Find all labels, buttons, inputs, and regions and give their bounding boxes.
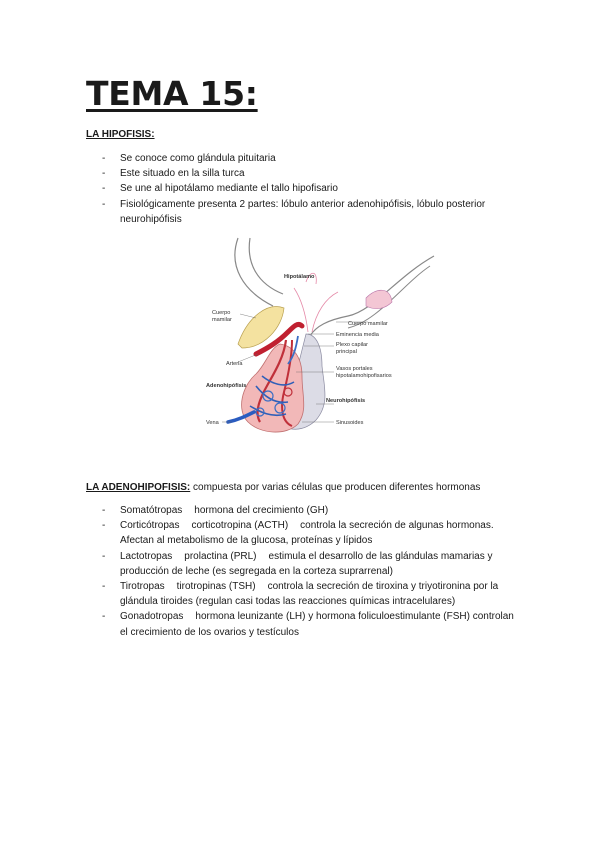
label-sinusoides: Sinusoides: [336, 420, 364, 426]
hormone-text: hormona del crecimiento (GH): [194, 505, 329, 516]
list-item: - Se conoce como glándula pituitaria: [86, 151, 506, 166]
cell-type: Corticótropas: [120, 520, 180, 532]
list-item: - Se une al hipotálamo mediante el tallo hipofisario: [86, 181, 506, 196]
cell-type: Lactotropas: [120, 550, 173, 562]
function-text: controla la secreción de tiroxina y triyotironina por la glándula tiroides (regulan casi todas las reacciones químicas intracelulares): [120, 581, 499, 608]
list-item: [86, 579, 516, 609]
hipofisis-list: [86, 151, 506, 227]
label-vasos-1: Vasos portales: [336, 366, 373, 372]
hormone-text: corticotropina (ACTH): [191, 520, 289, 532]
label-hipotalamo: Hipotálamo: [284, 274, 315, 280]
neural-fiber: [312, 292, 338, 332]
cell-type: Gonadotropas: [120, 611, 184, 623]
label-neurohipofisis: Neurohipófisis: [326, 398, 366, 404]
cell-type: Tirotropas: [120, 581, 165, 593]
label-cuerpo-mamilar-left-1: Cuerpo: [212, 310, 231, 316]
hormone-text: prolactina (PRL): [184, 550, 257, 562]
list-item: [86, 518, 516, 548]
intro-text: compuesta por varias células que producen diferentes hormonas: [190, 482, 481, 493]
label-plexo-2: principal: [336, 349, 357, 355]
adenohipofisis-intro: [86, 482, 480, 493]
label-eminencia-media: Eminencia media: [336, 332, 379, 338]
mammillary-body-right: [366, 290, 392, 308]
hormone-text: hormona leunizante (LH) y hormona foliculoestimulante (FSH) controlan el crecimiento de los ovarios y testículos: [120, 611, 514, 638]
adenohypophysis: [242, 344, 304, 432]
list-item: - Fisiológicamente presenta 2 partes: lóbulo anterior adenohipófisis, lóbulo posterior neurohipófisis: [86, 197, 506, 227]
section-heading-adenohipofisis: LA ADENOHIPOFISIS:: [86, 482, 191, 493]
hypothalamus-outline-left: [235, 238, 273, 306]
label-cuerpo-mamilar-left-2: mamilar: [212, 317, 232, 323]
label-plexo-1: Plexo capilar: [336, 342, 369, 348]
label-adenohipofisis: Adenohipófisis: [206, 383, 247, 389]
pituitary-diagram: [198, 236, 438, 442]
list-item: [86, 549, 516, 579]
label-arteria: Arteria: [226, 361, 243, 367]
hormone-text: tirotropinas (TSH): [176, 581, 256, 593]
cell-type: Somatótropas: [120, 505, 183, 516]
list-item: [86, 609, 516, 639]
function-text: controla la secreción de algunas hormonas. Afectan al metabolismo de la glucosa, proteínas y lípidos: [120, 520, 494, 547]
page-title: TEMA 15:: [86, 74, 258, 113]
adenohipofisis-list: [86, 503, 516, 640]
hypothalamus-outline-left-inner: [249, 238, 283, 294]
section-heading-hipofisis: LA HIPOFISIS:: [86, 129, 155, 140]
label-vasos-2: hipotalamohipofisarios: [336, 373, 392, 379]
list-item: [86, 503, 516, 518]
label-vena: Vena: [206, 420, 219, 426]
function-text: estimula el desarrollo de las glándulas mamarias y producción de leche (es segregada en la corteza suprarrenal): [120, 550, 493, 577]
label-cuerpo-mamilar-right: Cuerpo mamilar: [348, 321, 388, 327]
list-item: - Este situado en la silla turca: [86, 166, 506, 181]
